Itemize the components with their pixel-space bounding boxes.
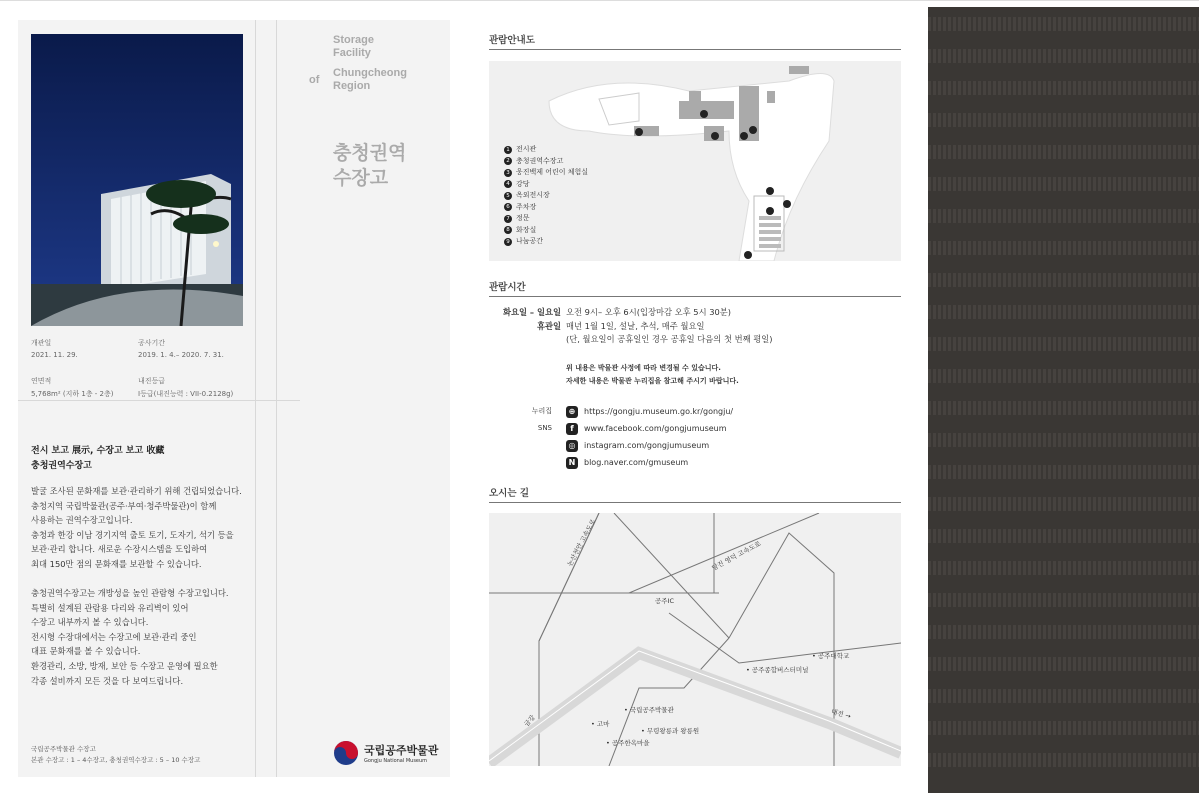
days-label: 화요일 – 일요일 <box>502 307 561 317</box>
guide-title: 관람안내도 <box>489 32 901 50</box>
legend-label: 화장실 <box>516 225 537 234</box>
instagram-link[interactable] <box>566 437 733 454</box>
text-line: 환경관리, 소방, 방재, 보안 등 수장고 운영에 필요한 <box>31 660 218 671</box>
link-text: blog.naver.com/gmuseum <box>584 458 689 467</box>
legend-label: 웅진백제 어린이 체험실 <box>516 168 589 176</box>
legend-item <box>504 225 588 237</box>
text-line: 특별히 설계된 관람용 다리와 유리벽이 있어 <box>31 602 189 613</box>
text-line: 보관·관리 합니다. 새로운 수장시스템을 도입하여 <box>31 544 208 555</box>
notice-line: 자세한 내용은 박물관 누리집을 참고해 주시기 바랍니다. <box>566 377 739 385</box>
museum-logo <box>333 740 438 766</box>
hours-title: 관람시간 <box>489 279 901 297</box>
legend-item <box>504 202 588 214</box>
korean-title <box>333 141 406 191</box>
divider <box>255 20 256 777</box>
link-text: instagram.com/gongjumuseum <box>584 441 710 450</box>
legend-number: 5 <box>504 192 512 200</box>
legend-item <box>504 156 588 168</box>
days-value: 오전 9시– 오후 6시(입장마감 오후 5시 30분) <box>566 307 732 317</box>
footer-note <box>31 744 200 766</box>
text-line: 충청권역수장고는 개방성을 높인 관람형 수장고입니다. <box>31 588 229 598</box>
footer-line: 본관 수장고 : 1 – 4수장고, 충청권역수장고 : 5 – 10 수장고 <box>31 756 201 764</box>
legend-number: 2 <box>504 157 512 165</box>
river-label: 금강 <box>522 713 537 729</box>
notice <box>566 362 739 388</box>
text-line: 전시형 수장대에서는 수장고에 보관·관리 중인 <box>31 631 197 642</box>
text-line: 충청지역 국립박물관(공주·부여·청주박물관)이 함께 <box>31 500 217 511</box>
spec-construction <box>138 338 224 359</box>
link-text: www.facebook.com/gongjumuseum <box>584 424 727 433</box>
text-line: 사용하는 권역수장고입니다. <box>31 515 133 526</box>
left-panel <box>18 20 450 777</box>
legend-item <box>504 167 588 179</box>
legend-item <box>504 236 588 248</box>
spec-label: 개관일 <box>31 339 52 347</box>
legend-label: 정문 <box>516 214 530 222</box>
brick-texture-panel <box>928 7 1199 793</box>
legend-label: 강당 <box>516 179 530 188</box>
naver-blog-icon: N <box>566 457 578 469</box>
text-line: 수장고 내부까지 볼 수 있습니다. <box>31 617 149 628</box>
text-line: 최대 150만 점의 문화재를 보관할 수 있습니다. <box>31 558 202 569</box>
divider <box>18 400 300 401</box>
legend-label: 주차장 <box>516 202 537 211</box>
expressway-label: 당진 영덕 고속도로 <box>710 539 763 573</box>
footer-line: 국립공주박물관 수장고 <box>31 745 96 753</box>
globe-icon: ⊕ <box>566 406 578 418</box>
spec-area <box>31 376 114 399</box>
spec-value: 5,768m² (지하 1층 - 2층) <box>31 390 114 398</box>
legend-number: 8 <box>504 226 512 234</box>
spec-value: 2021. 11. 29. <box>31 351 78 359</box>
place-label: • 공주종합버스터미널 <box>746 666 809 674</box>
title-en-line: Facility <box>333 47 371 59</box>
taegeuk-logo-icon <box>333 740 359 766</box>
legend-item <box>504 190 588 202</box>
title-ko-line: 충청권역 <box>333 142 407 164</box>
legend-number: 4 <box>504 180 512 188</box>
legend-item <box>504 179 588 191</box>
place-label: • 국립공주박물관 <box>624 706 674 714</box>
divider <box>276 20 277 777</box>
instagram-icon: ◎ <box>566 440 578 452</box>
legend-number: 1 <box>504 146 512 154</box>
building-photo <box>31 34 243 326</box>
place-label: • 무령왕릉과 왕릉원 <box>641 727 700 735</box>
directions-map <box>489 513 901 766</box>
title-en-line: Region <box>333 80 371 92</box>
notice-line: 위 내용은 박물관 사정에 따라 변경될 수 있습니다. <box>566 364 721 372</box>
spec-label: 내진등급 <box>138 377 166 385</box>
logo-english: Gongju National Museum <box>364 758 428 764</box>
facebook-icon: f <box>566 423 578 435</box>
legend-number: 6 <box>504 203 512 211</box>
legend-number: 3 <box>504 169 512 177</box>
direction-label: 대전 → <box>830 707 852 721</box>
map-legend <box>504 144 588 248</box>
closed-value: 매년 1월 1일, 설날, 추석, 매주 월요일 <box>566 320 705 331</box>
legend-label: 옥외전시장 <box>516 191 550 199</box>
intro-heading <box>31 444 164 474</box>
english-title <box>333 34 407 93</box>
web-label: 누리집 <box>531 407 552 415</box>
link-text: https://gongju.museum.go.kr/gongju/ <box>584 407 734 416</box>
website-link[interactable] <box>566 403 733 420</box>
intro-paragraph-1 <box>31 484 242 572</box>
legend-label: 충청권역수장고 <box>516 156 564 165</box>
spec-label: 연면적 <box>31 377 52 385</box>
title-en-of: of <box>309 74 320 86</box>
intro-heading-line: 충청권역수장고 <box>31 461 92 471</box>
directions-title: 오시는 길 <box>489 485 901 503</box>
spec-open <box>31 338 78 359</box>
expressway-label: 논산천안 고속도로 <box>565 517 598 568</box>
closed-label: 휴관일 <box>536 320 561 331</box>
spec-value: 2019. 1. 4.– 2020. 7. 31. <box>138 351 224 359</box>
intro-paragraph-2 <box>31 586 229 688</box>
intro-heading-line: 전시 보고 展示, 수장고 보고 收藏 <box>31 446 165 456</box>
text-line: 대표 문화재를 볼 수 있습니다. <box>31 646 141 657</box>
title-ko-line: 수장고 <box>333 167 389 189</box>
text-line: 충청과 한강 이남 경기지역 출토 토기, 도자기, 석기 등을 <box>31 529 234 540</box>
sns-label: SNS <box>537 424 552 432</box>
spec-label: 공사기간 <box>138 339 166 347</box>
spec-value: I등급(내진능력 : VII-0.2128g) <box>138 390 234 398</box>
title-en-line: Chungcheong <box>333 67 407 79</box>
title-en-line: Storage <box>333 34 374 46</box>
place-label: • 공주한옥마을 <box>606 739 650 747</box>
spec-seismic <box>138 376 233 399</box>
hours-values <box>566 306 773 347</box>
legend-number: 7 <box>504 215 512 223</box>
naver-blog-link[interactable] <box>566 454 733 471</box>
legend-label: 전시관 <box>516 145 537 153</box>
logo-korean: 국립공주박물관 <box>364 744 439 757</box>
legend-number: 9 <box>504 238 512 246</box>
legend-item <box>504 213 588 225</box>
closed-note: (단, 월요일이 공휴일인 경우 공휴일 다음의 첫 번째 평일) <box>566 334 773 345</box>
facebook-link[interactable] <box>566 420 733 437</box>
place-label: • 공주대학교 <box>812 652 850 660</box>
hours-labels <box>489 306 561 333</box>
legend-label: 나눔공간 <box>516 237 544 245</box>
text-line: 발굴 조사된 문화재를 보관·관리하기 위해 건립되었습니다. <box>31 486 242 496</box>
text-line: 각종 설비까지 모든 것을 다 보여드립니다. <box>31 675 184 686</box>
link-list <box>566 403 733 471</box>
ic-label: 공주IC <box>655 597 675 605</box>
link-labels <box>489 403 552 437</box>
place-label: • 고마 <box>591 720 610 728</box>
legend-item <box>504 144 588 156</box>
